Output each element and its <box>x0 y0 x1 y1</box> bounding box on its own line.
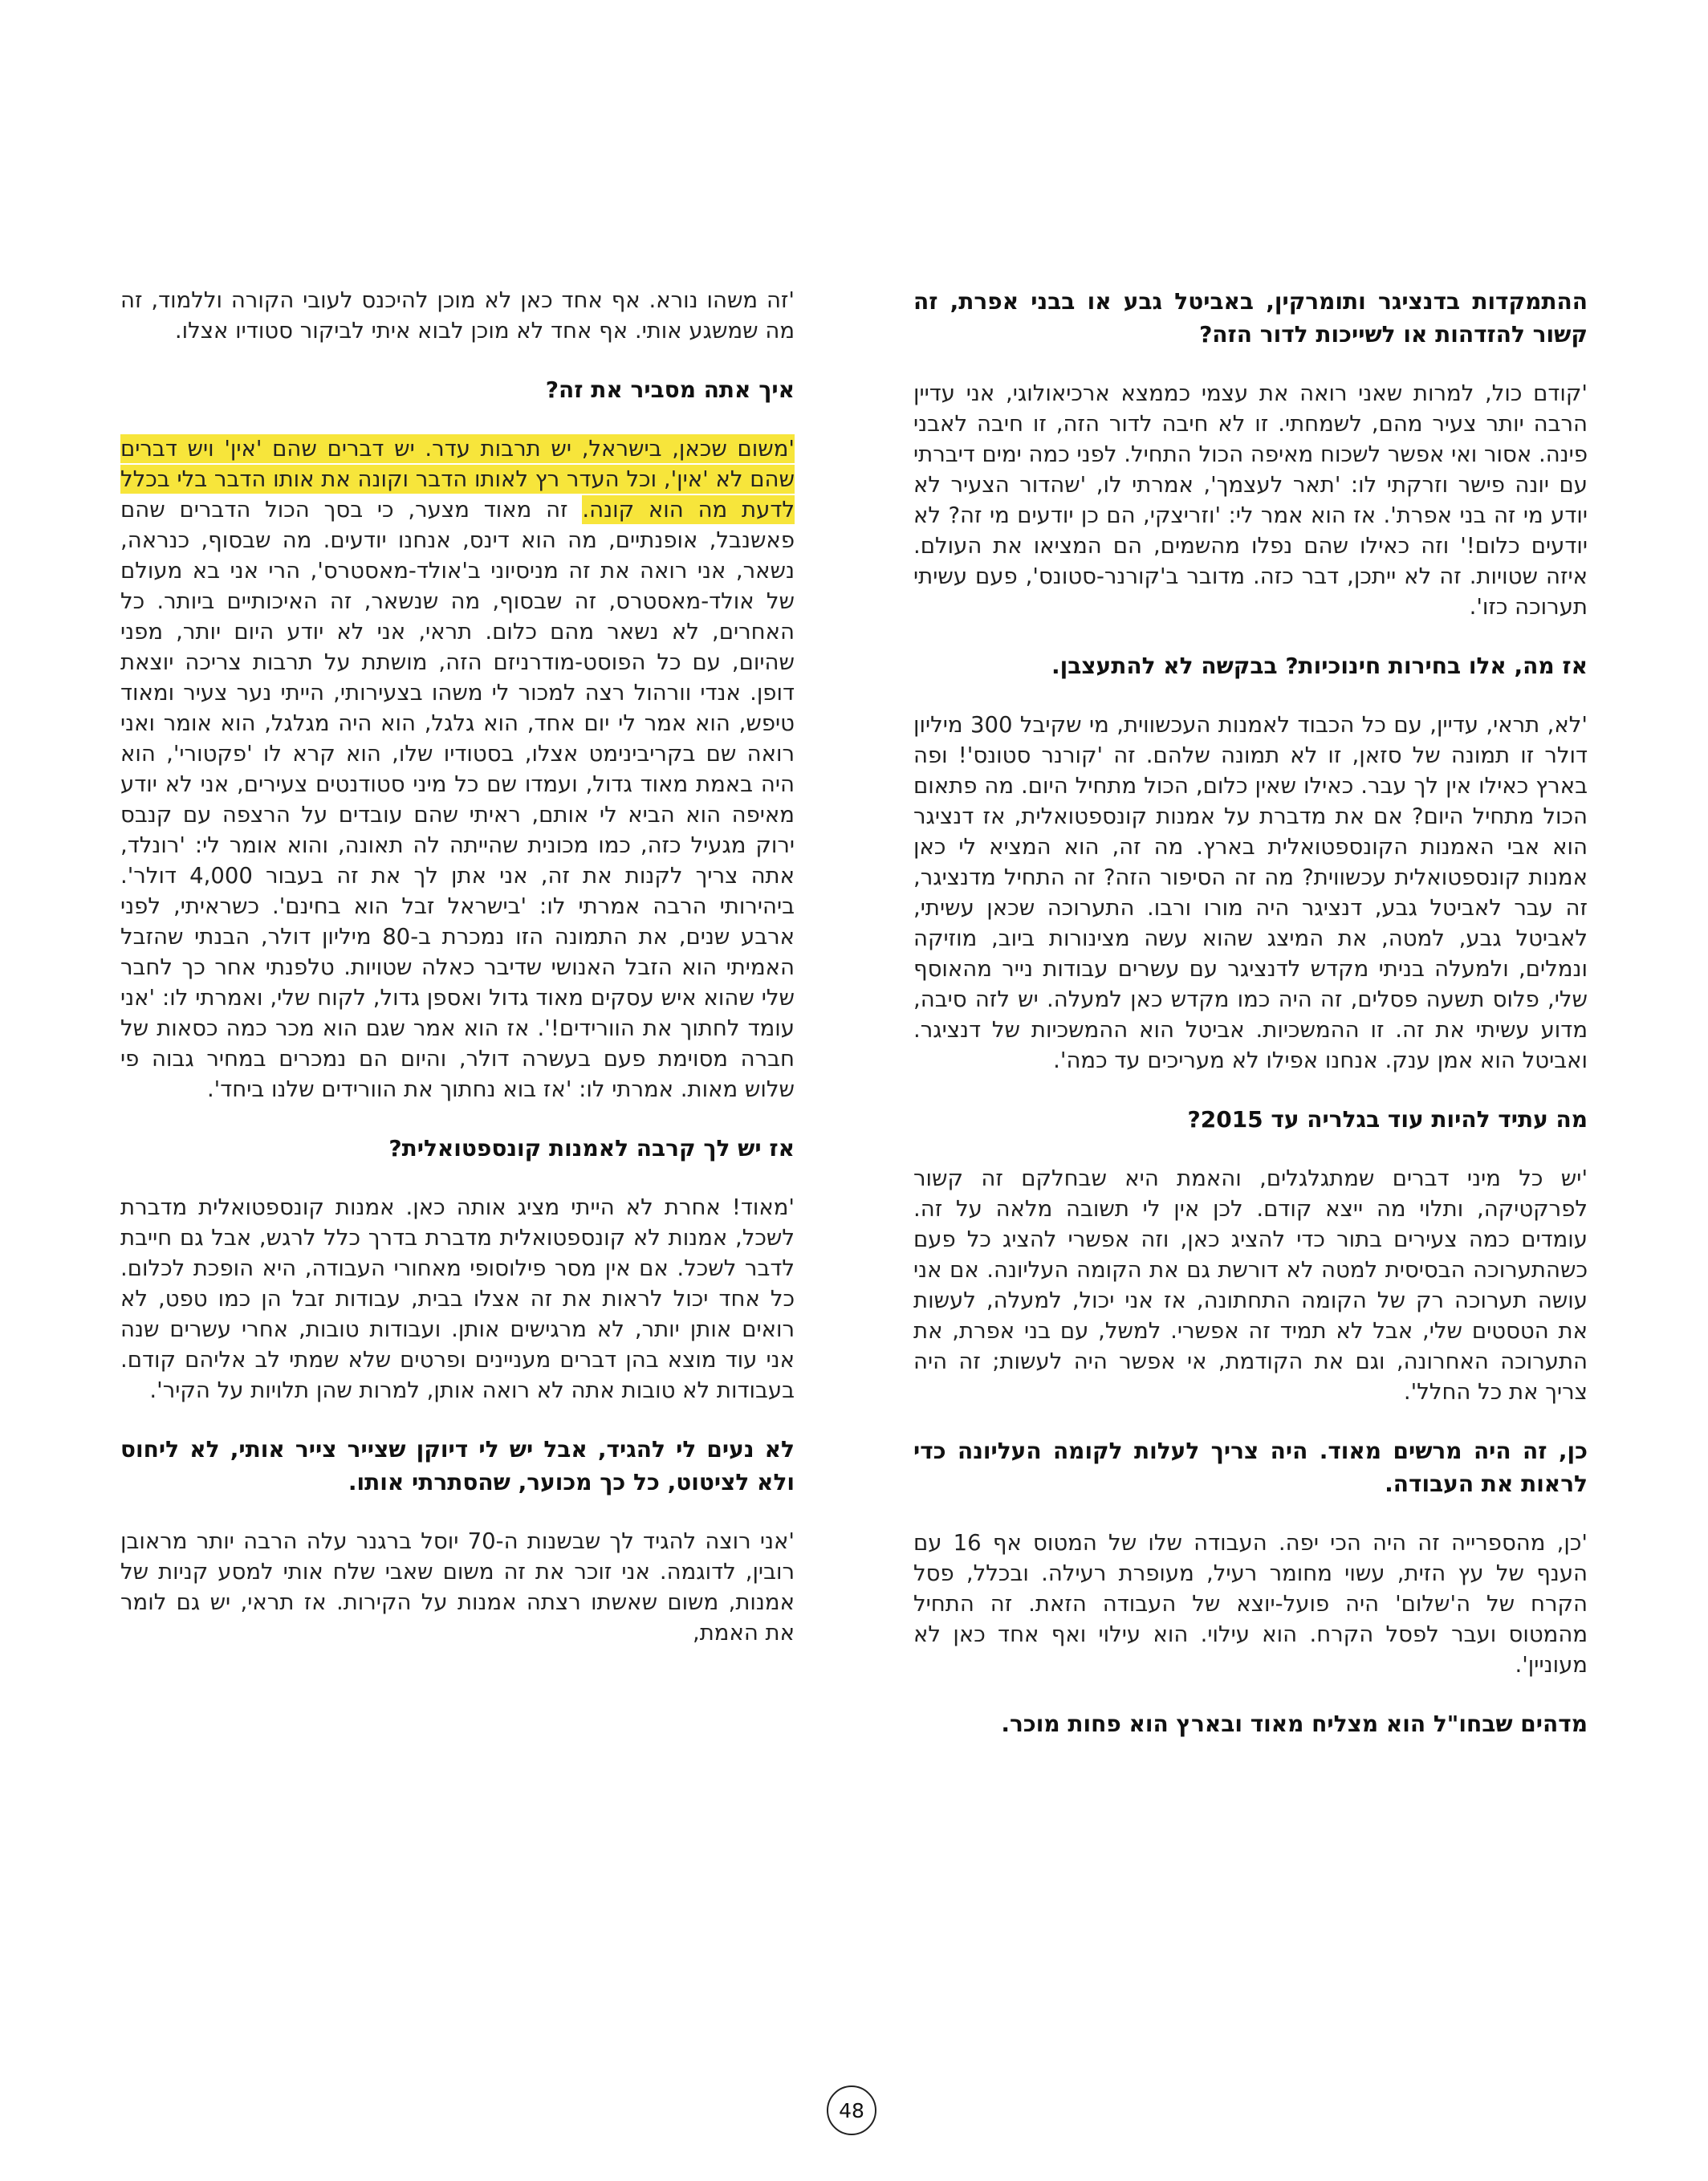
question-heading: אז מה, אלו בחירות חינוכיות? בבקשה לא להתעצבן. <box>1051 653 1588 679</box>
question-heading: מה עתיד להיות עוד בגלריה עד 2015? <box>1187 1106 1588 1133</box>
highlighted-quote: 'משום שכאן, בישראל, יש תרבות עדר. יש דברים שהם 'אין' ויש דברים שהם לא 'אין', וכל העדר רץ לאותו הדבר וקונה את אותו הדבר בלי בכלל לדעת מה הוא קונה. <box>120 436 795 523</box>
answer-paragraph: 'כן, מהספרייה זה היה הכי יפה. העבודה שלו של המטוס אף 16 עם הענף של עץ הזית, עשוי מחומר רעיל, מעופרת רעילה. ובכלל, פסל הקרח של ה'שלום' היה פועל-יוצא של העבודה הזאת. זה התחיל מהמטוס ועבר לפסל הקרח. הוא עילוי. הוא עילוי ואף אחד כאן לא מעוניין'. <box>913 1530 1588 1678</box>
answer-paragraph: 'יש כל מיני דברים שמתגלגלים, והאמת היא שבחלקם זה קשור לפרקטיקה, ותלוי מה ייצא קודם. לכן אין לי תשובה מלאה על זה. עומדים כמה צעירים בתור כדי להציג כאן, וזה אפשרי להציג כל פעם כשהתערוכה הבסיסית למטה לא דורשת גם את הקומה העליונה. אם אני עושה תערוכה רק של הקומה התחתונה, אז אני יכול, למעלה, לעשות את הטסטים שלי, אבל לא תמיד זה אפשרי. למשל, עם בני אפרת, את התערוכה האחרונה, וגם את הקודמת, אי אפשר היה לעשות; זה היה צריך את כל החלל'. <box>913 1166 1588 1405</box>
left-column <box>120 285 795 1675</box>
answer-paragraph: 'אני רוצה להגיד לך שבשנות ה-70 יוסל ברגנר עלה הרבה יותר מראובן רובין, לדוגמה. אני זוכר את זה משום שאבי שלח אותי למסע קניות של אמנות, משום שאשתו רצתה אמנות על הקירות. אז תראי, יש גם לומר את האמת, <box>120 1528 795 1646</box>
question-heading: כן, זה היה מרשים מאוד. היה צריך לעלות לקומה העליונה כדי לראות את העבודה. <box>913 1438 1588 1497</box>
question-heading: איך אתה מסביר את זה? <box>545 376 795 403</box>
question-heading: מדהים שבחו"ל הוא מצליח מאוד ובארץ הוא פחות מוכר. <box>1001 1711 1588 1737</box>
question-heading: לא נעים לי להגיד, אבל יש לי דיוקן שצייר צייר אותי, לא ליחוס ולא לציטוט, כל כך מכוער, שהסתרתי אותו. <box>120 1436 795 1495</box>
paragraph-continuation: זה מאוד מצער, כי בסך הכול הדברים שהם פאשנבל, אופנתיים, מה הוא דינס, אנחנו יודעים. מה שבסוף, כנראה, נשאר, אני רואה את זה מניסיוני ב'אולד-מאסטרס', הרי אני בא מעולם של אולד-מאסטרס, זה שבסוף, מה שנשאר, זה האיכותיים ביותר. כל האחרים, לא נשאר מהם כלום. תראי, אני לא יודע היום יותר, מפני שהיום, עם כל הפוסט-מודרניזם הזה, מושתת על תרבות צריכה יוצאת דופן. אנדי וורהול רצה למכור לי משהו בצעירותי, הייתי נער צעיר ומאוד טיפש, הוא אמר לי יום אחד, הוא גלגל, הוא היה מגלגל, הוא אומר ואני רואה שם בקריבינימט אצלו, בסטודיו שלו, הוא קרא לו 'פקטורי', הוא היה באמת מאוד גדול, ועמדו שם כל מיני סטודנטים צעירים, אני לא יודע מאיפה הוא הביא לי אותם, ראיתי שהם עובדים על הרצפה עם קנבס ירוק מגעיל כזה, כמו מכונית שהייתה לה תאונה, והוא אומר לי: 'רונלד, אתה צריך לקנות את זה, אני אתן לך את זה בעבור 4,000 דולר'. ביהירותי הרבה אמרתי לו: 'בישראל זבל הוא בחינם'. כשראיתי, לפני ארבע שנים, את התמונה הזו נמכרת ב-80 מיליון דולר, הבנתי שהזבל האמיתי הוא הזבל האנושי שדיבר כאלה שטויות. טלפנתי אחר כך לחבר שלי שהוא איש עסקים מאוד גדול ואספן גדול, לקוח שלי, ואמרתי לו: 'אני עומד לחתוך את הוורידים!'. אז הוא אמר שגם הוא מכר כמה כסאות של חברה מסוימת פעם בעשרה דולר, והיום הם נמכרים במחיר גבוה פי שלוש מאות. אמרתי לו: 'אז בוא נחתוך את הוורידים שלנו ביחד'. <box>120 497 795 1102</box>
answer-paragraph: 'זה משהו נורא. אף אחד כאן לא מוכן להיכנס לעובי הקורה וללמוד, זה מה שמשגע אותי. אף אחד לא מוכן לבוא איתי לביקור סטודיו אצלו. <box>120 287 795 344</box>
right-column <box>913 285 1588 1768</box>
question-heading: ההתמקדות בדנציגר ותומרקין, באביטל גבע או בבני אפרת, זה קשור להזדהות או לשייכות לדור הזה? <box>913 288 1588 348</box>
answer-paragraph: 'לא, תראי, עדיין, עם כל הכבוד לאמנות העכשווית, מי שקיבל 300 מיליון דולר זו תמונה של סזאן, זו לא תמונה שלהם. זה 'קורנר סטונס'! ופה בארץ כאילו אין לך עבר. כאילו שאין כלום, הכול מתחיל היום. מה פתאום הכול מתחיל היום? אם את מדברת על אמנות קונספטואלית, אז דנציגר הוא אבי האמנות הקונספטואלית בארץ. מה זה, הוא המציא לי כאן אמנות קונספטואלית עכשווית? מה זה הסיפור הזה? זה התחיל מדנציגר, זה עבר לאביטל גבע, דנציגר היה מורו ורבו. התערוכה שכאן עשיתי, לאביטל גבע, למטה, את המיצג שהוא עשה מצינורות ביוב, מוזיקה ונמלים, ולמעלה בניתי מקדש לדנציגר עם עשרים עבודות נייר מהאוסף שלי, פלוס תשעה פסלים, זה היה כמו מקדש כאן למעלה. יש לזה סיבה, מדוע עשיתי את זה. זו ההמשכיות. אביטל הוא ההמשכיות של דנציגר. ואביטל הוא אמן ענק. אנחנו אפילו לא מעריכים עד כמה'. <box>913 712 1588 1073</box>
answer-paragraph: 'מאוד! אחרת לא הייתי מציג אותה כאן. אמנות קונספטואלית מדברת לשכל, אמנות לא קונספטואלית מדברת בדרך כלל לרגש, אבל גם חייבת לדבר לשכל. אם אין מסר פילוסופי מאחורי העבודה, היא הופכת לכלום. כל אחד יכול לראות את זה אצלו בבית, עבודות זבל הן כמו טפט, לא רואים אותן יותר, לא מרגישים אותן. ועבודות טובות, אחרי עשרים שנה אני עוד מוצא בהן דברים מעניינים ופרטים שלא שמתי לב אליהם קודם. בעבודות לא טובות אתה לא רואה אותן, למרות שהן תלויות על הקיר'. <box>120 1194 795 1403</box>
answer-paragraph: 'קודם כול, למרות שאני רואה את עצמי כממצא ארכיאולוגי, אני עדיין הרבה יותר צעיר מהם, לשמחתי. זו לא חיבה לדור הזה, זו חיבה לאבני פינה. אסור ואי אפשר לשכוח מאיפה הכול התחיל. לפני כמה ימים דיברתי עם יונה פישר וזרקתי לו: 'תאר לעצמך', אמרתי לו, 'שהדור הצעיר לא יודע מי זה בני אפרת'. אז הוא אמר לי: 'וזריצקי, הם כן יודעים מי זה? לא יודעים כלום!' וזה כאילו שהם נפלו מהשמים, הם המציאו את העולם. איזה שטויות. זה לא ייתכן, דבר כזה. מדובר ב'קורנר-סטונס', פעם עשיתי תערוכה כזו'. <box>913 380 1588 620</box>
answer-paragraph <box>120 433 795 1105</box>
question-heading: אז יש לך קרבה לאמנות קונספטואלית? <box>388 1135 795 1162</box>
page-number: 48 <box>827 2085 876 2135</box>
